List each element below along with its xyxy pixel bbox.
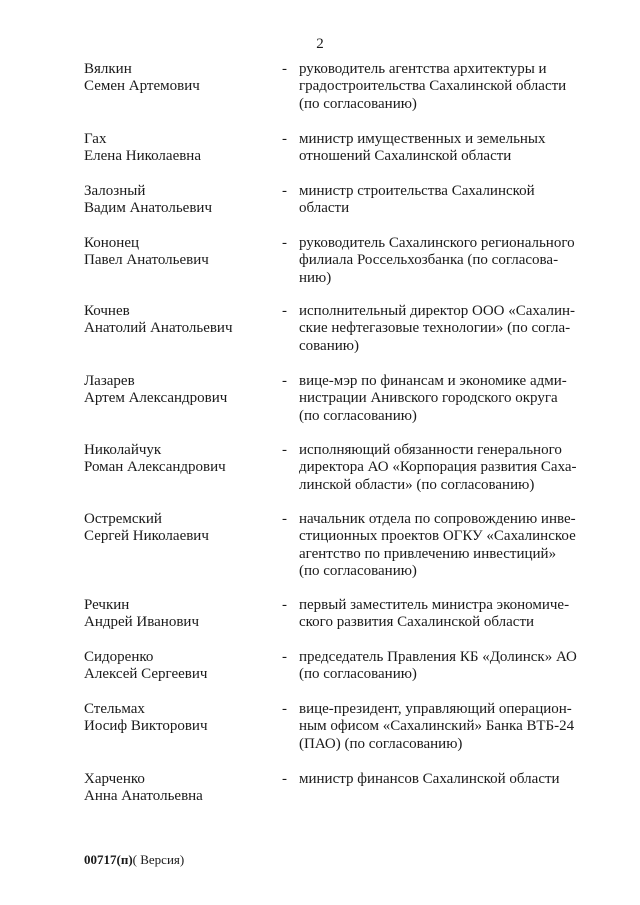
list-item xyxy=(84,303,586,373)
member-name xyxy=(84,373,282,442)
member-role xyxy=(299,373,586,442)
surname: Залозный xyxy=(84,183,146,199)
dash: - xyxy=(282,649,287,665)
dash: - xyxy=(282,61,287,77)
member-role xyxy=(299,131,586,183)
list-item xyxy=(84,373,586,442)
list-item xyxy=(84,701,586,771)
given-names: Андрей Иванович xyxy=(84,614,199,631)
surname: Гах xyxy=(84,131,107,147)
given-names: Иосиф Викторович xyxy=(84,718,208,735)
member-name xyxy=(84,183,282,235)
member-role xyxy=(299,597,586,649)
given-names: Алексей Сергеевич xyxy=(84,666,208,683)
member-name xyxy=(84,131,282,183)
member-name xyxy=(84,235,282,303)
member-role xyxy=(299,771,586,811)
surname: Вялкин xyxy=(84,61,132,77)
surname: Кочнев xyxy=(84,303,130,319)
member-name xyxy=(84,701,282,771)
role-line: (ПАО) (по согласованию) xyxy=(299,735,463,752)
role-line: области xyxy=(299,200,350,217)
member-role xyxy=(299,442,586,511)
role-line: филиала Россельхозбанка (по согласова- xyxy=(299,252,559,269)
role-line: министр строительства Сахалинской xyxy=(299,183,535,199)
role-line: ным офисом «Сахалинский» Банка ВТБ-24 xyxy=(299,718,575,735)
given-names: Анна Анатольевна xyxy=(84,788,203,805)
role-line: стиционных проектов ОГКУ «Сахалинское xyxy=(299,528,576,545)
list-item xyxy=(84,597,586,649)
dash: - xyxy=(282,131,287,147)
list-item xyxy=(84,235,586,303)
role-line: отношений Сахалинской области xyxy=(299,148,512,165)
role-line: вице-мэр по финансам и экономике адми- xyxy=(299,373,567,389)
list-item xyxy=(84,511,586,597)
role-line: руководитель агентства архитектуры и xyxy=(299,61,547,77)
surname: Остремский xyxy=(84,511,162,527)
list-item xyxy=(84,771,586,811)
document-code: 00717(п) xyxy=(84,852,133,867)
surname: Сидоренко xyxy=(84,649,154,665)
role-line: исполняющий обязанности генерального xyxy=(299,442,562,458)
given-names: Сергей Николаевич xyxy=(84,528,209,545)
document-version: ( Версия) xyxy=(132,852,185,867)
member-name xyxy=(84,442,282,511)
surname: Кононец xyxy=(84,235,139,251)
member-name xyxy=(84,597,282,649)
member-role xyxy=(299,235,586,303)
surname: Николайчук xyxy=(84,442,162,458)
role-line: нию) xyxy=(299,269,332,286)
member-role xyxy=(299,303,586,373)
dash: - xyxy=(282,771,287,787)
list-item xyxy=(84,649,586,701)
role-line: начальник отдела по сопровождению инве- xyxy=(299,511,576,527)
given-names: Семен Артемович xyxy=(84,78,200,95)
role-line: (по согласованию) xyxy=(299,95,417,112)
dash: - xyxy=(282,235,287,251)
dash: - xyxy=(282,442,287,458)
role-line: агентство по привлечению инвестиций» xyxy=(299,545,557,562)
role-line: директора АО «Корпорация развития Саха- xyxy=(299,459,577,476)
member-name xyxy=(84,649,282,701)
role-line: градостроительства Сахалинской области xyxy=(299,78,567,95)
given-names: Павел Анатольевич xyxy=(84,252,209,269)
dash: - xyxy=(282,597,287,613)
member-role xyxy=(299,61,586,131)
role-line: председатель Правления КБ «Долинск» АО xyxy=(299,649,577,665)
list-item xyxy=(84,442,586,511)
role-line: сованию) xyxy=(299,337,359,354)
member-role xyxy=(299,701,586,771)
role-line: (по согласованию) xyxy=(299,562,417,579)
surname: Речкин xyxy=(84,597,130,613)
role-line: нистрации Анивского городского округа xyxy=(299,390,558,407)
dash: - xyxy=(282,183,287,199)
surname: Стельмах xyxy=(84,701,145,717)
role-line: первый заместитель министра экономиче- xyxy=(299,597,570,613)
role-line: ского развития Сахалинской области xyxy=(299,614,535,631)
surname: Харченко xyxy=(84,771,145,787)
member-name xyxy=(84,771,282,811)
given-names: Артем Александрович xyxy=(84,390,228,407)
role-line: (по согласованию) xyxy=(299,407,417,424)
dash: - xyxy=(282,303,287,319)
document-footer xyxy=(84,852,184,868)
dash: - xyxy=(282,511,287,527)
role-line: ские нефтегазовые технологии» (по согла- xyxy=(299,320,571,337)
role-line: министр имущественных и земельных xyxy=(299,131,546,147)
role-line: руководитель Сахалинского регионального xyxy=(299,235,575,251)
role-line: вице-президент, управляющий операцион- xyxy=(299,701,572,717)
role-line: (по согласованию) xyxy=(299,666,417,683)
given-names: Вадим Анатольевич xyxy=(84,200,212,217)
given-names: Роман Александрович xyxy=(84,459,226,476)
given-names: Анатолий Анатольевич xyxy=(84,320,233,337)
given-names: Елена Николаевна xyxy=(84,148,201,165)
role-line: министр финансов Сахалинской области xyxy=(299,771,560,787)
role-line: линской области» (по согласованию) xyxy=(299,476,535,493)
member-name xyxy=(84,511,282,597)
member-name xyxy=(84,61,282,131)
list-item xyxy=(84,131,586,183)
role-line: исполнительный директор ООО «Сахалин- xyxy=(299,303,576,319)
member-name xyxy=(84,303,282,373)
page-number: 2 xyxy=(316,36,324,52)
member-role xyxy=(299,649,586,701)
dash: - xyxy=(282,373,287,389)
surname: Лазарев xyxy=(84,373,135,389)
member-list xyxy=(84,61,586,811)
member-role xyxy=(299,183,586,235)
list-item xyxy=(84,183,586,235)
dash: - xyxy=(282,701,287,717)
member-role xyxy=(299,511,586,597)
list-item xyxy=(84,61,586,131)
